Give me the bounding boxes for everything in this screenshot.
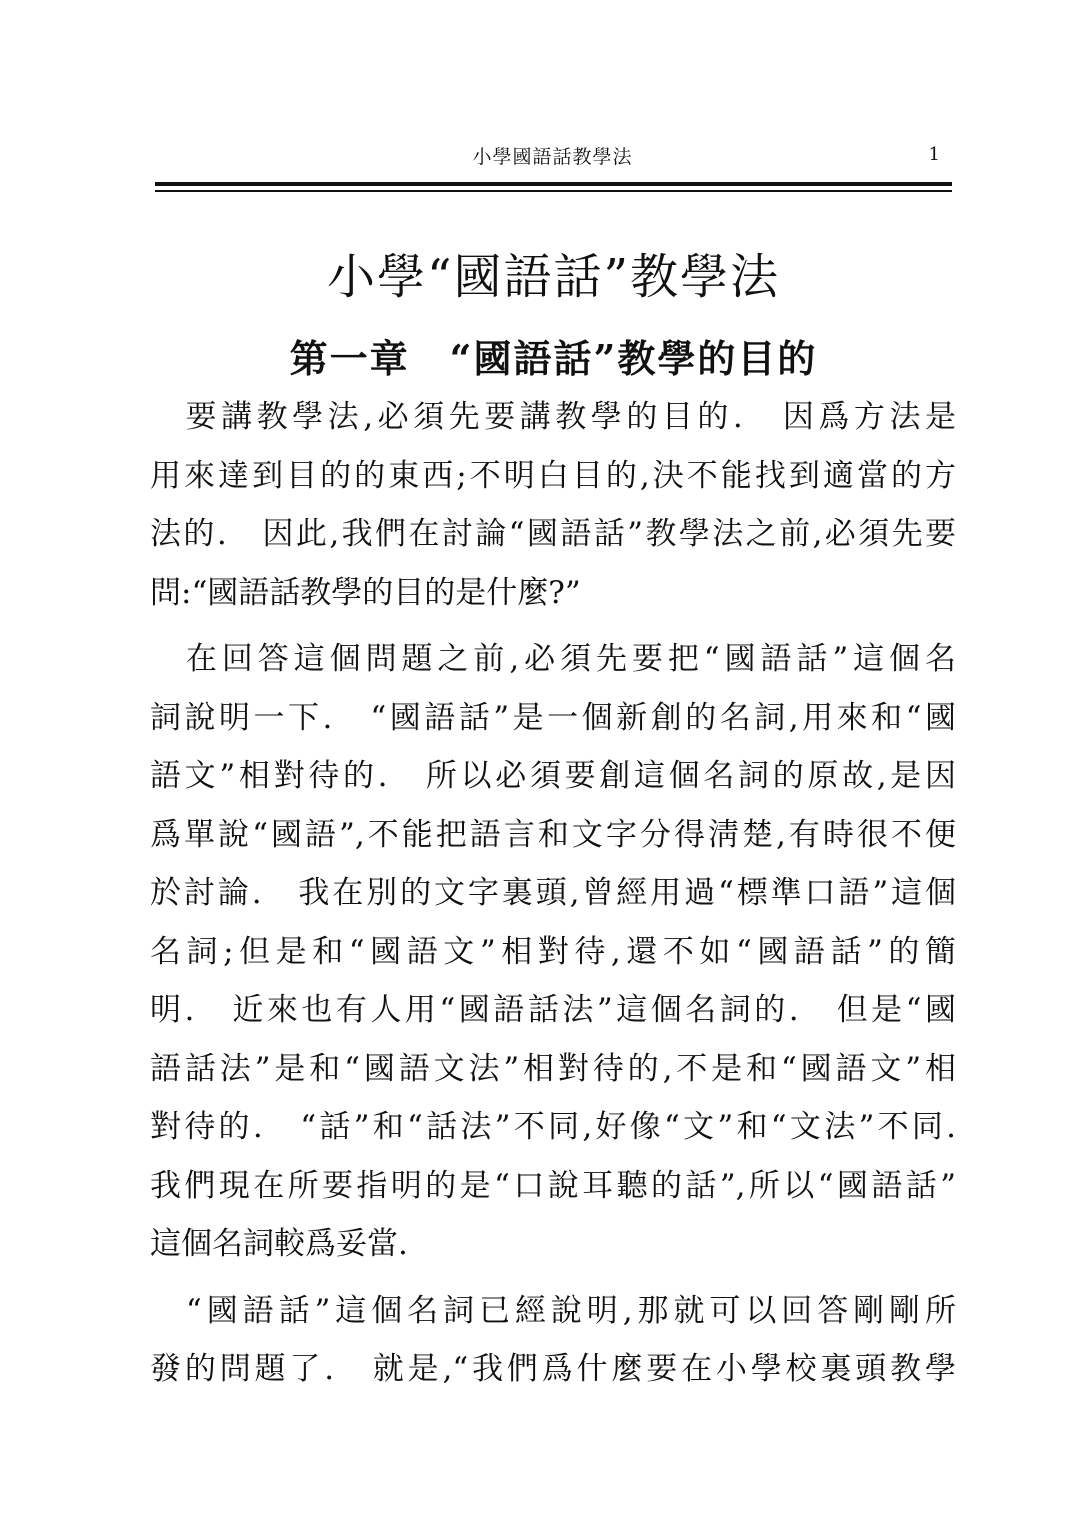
text-line: 於討論. 我在別的文字裏頭,曾經用過“標準口語”這個 bbox=[150, 875, 956, 911]
text-line: 這個名詞較爲妥當. bbox=[150, 1226, 408, 1262]
paragraph bbox=[150, 388, 956, 622]
chapter-title: 第一章 “國語話”教學的目的 bbox=[289, 336, 818, 381]
paragraph-gap bbox=[150, 622, 956, 630]
text-line: 法的. 因此,我們在討論“國語話”教學法之前,必須先要 bbox=[150, 516, 956, 552]
text-line: 我們現在所要指明的是“口說耳聽的話”,所以“國語話” bbox=[150, 1167, 956, 1204]
text-line: 要講教學法,必須先要講教學的目的. 因爲方法是 bbox=[150, 399, 956, 435]
text-line: 詞說明一下. “國語話”是一個新創的名詞,用來和“國 bbox=[150, 699, 956, 736]
text-line: 在回答這個問題之前,必須先要把“國語話”這個名 bbox=[150, 641, 956, 677]
text-line: 對待的. “話”和“話法”不同,好像“文”和“文法”不同. bbox=[150, 1109, 956, 1145]
header-rule-thin bbox=[155, 190, 952, 192]
text-line: 名詞;但是和“國語文”相對待,還不如“國語話”的簡 bbox=[150, 933, 956, 970]
text-line: 語文”相對待的. 所以必須要創這個名詞的原故,是因 bbox=[150, 758, 956, 794]
text-line: “國語話”這個名詞已經說明,那就可以回答剛剛所 bbox=[150, 1292, 956, 1329]
text-line: 問:“國語話教學的目的是什麼?” bbox=[150, 574, 581, 611]
text-line: 語話法”是和“國語文法”相對待的,不是和“國語文”相 bbox=[150, 1050, 956, 1087]
paragraph bbox=[150, 630, 956, 1274]
running-head bbox=[155, 142, 950, 178]
text-line: 用來達到目的的東西;不明白目的,決不能找到適當的方 bbox=[150, 457, 956, 494]
body-text bbox=[150, 388, 956, 1399]
page-number: 1 bbox=[928, 144, 940, 165]
text-line: 發的問題了. 就是,“我們爲什麼要在小學校裏頭教學 bbox=[150, 1351, 956, 1387]
paragraph-gap bbox=[150, 1274, 956, 1282]
header-rule-thick bbox=[155, 182, 952, 186]
text-line: 爲單說“國語”,不能把語言和文字分得淸楚,有時很不便 bbox=[150, 816, 956, 853]
paragraph bbox=[150, 1282, 956, 1399]
text-line: 明. 近來也有人用“國語話法”這個名詞的. 但是“國 bbox=[150, 992, 956, 1028]
book-title: 小學“國語話”教學法 bbox=[326, 249, 781, 305]
running-title: 小學國語話教學法 bbox=[472, 146, 633, 168]
